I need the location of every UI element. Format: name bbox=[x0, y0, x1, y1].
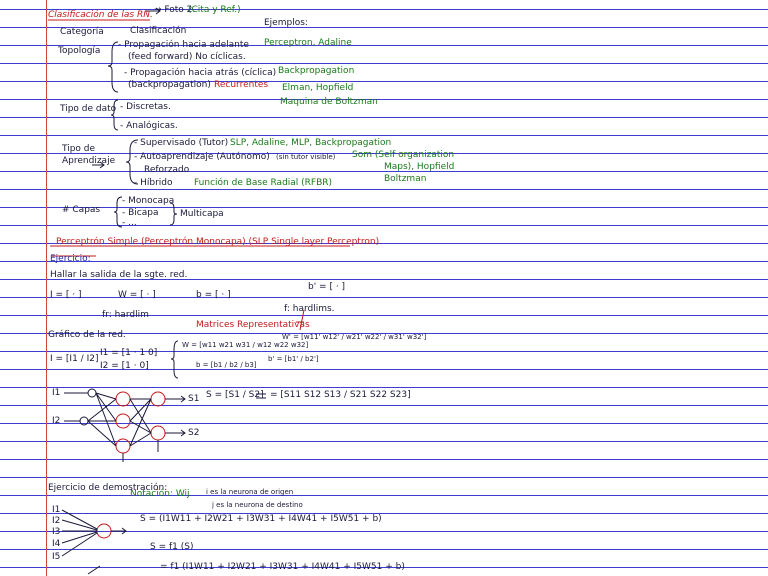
ejercicio-S2: = [S11 S12 S13 / S21 S22 S23] bbox=[270, 390, 411, 400]
demo-eq3: = f1 (I1W11 + I2W21 + I3W31 + I4W41 + I5W51 + b) bbox=[160, 562, 405, 572]
ejercicio-b4: b' = [b1' / b2'] bbox=[268, 355, 319, 363]
page-title: Clasificación de las RN. bbox=[48, 10, 153, 20]
ejercicio-W3: W' = [w11' w12' / w21' w22' / w31' w32'] bbox=[282, 333, 427, 341]
col-clasificacion: Clasificación bbox=[130, 26, 187, 36]
tipo-dato-item2: - Analógicas. bbox=[120, 121, 178, 131]
ejercicio-f2: f: hardlims. bbox=[284, 304, 335, 314]
input-i2: I2 bbox=[52, 416, 61, 426]
capas-label: # Capas bbox=[62, 205, 101, 215]
aprendizaje-item2-ej3: Boltzman bbox=[384, 174, 427, 184]
topologia-ej4: Maquina de Boltzman bbox=[280, 97, 378, 107]
topologia-ej2: Backpropagation bbox=[278, 66, 355, 76]
demo-title: Ejercicio de demostración: bbox=[48, 483, 168, 493]
ejercicio-b: b = [ · ] bbox=[196, 290, 231, 300]
ejercicio-b2: b' = [ · ] bbox=[308, 282, 346, 292]
ejercicio-fr: fr: hardlim bbox=[102, 310, 149, 320]
demo-input-1: I1 bbox=[52, 505, 61, 515]
perceptron-title: Perceptrón Simple (Perceptrón Monocapa) (SLP Single layer Perceptron) bbox=[56, 237, 380, 247]
ejercicio-b3: b = [b1 / b2 / b3] bbox=[196, 361, 257, 369]
topologia-ej3: Elman, Hopfield bbox=[282, 83, 354, 93]
ejercicio-Ivals: I1 = [1 · 1 0] bbox=[100, 348, 158, 358]
demo-eq1: S = (I1W11 + I2W21 + I3W31 + I4W41 + I5W51 + b) bbox=[140, 514, 382, 524]
aprendizaje-label2: Aprendizaje bbox=[62, 156, 116, 166]
ejercicio-statement: Hallar la salida de la sgte. red. bbox=[50, 270, 188, 280]
demo-nota2: j es la neurona de destino bbox=[212, 501, 303, 509]
aprendizaje-item4-ej: Función de Base Radial (RFBR) bbox=[194, 178, 333, 188]
aprendizaje-item3: Reforzado bbox=[144, 165, 190, 175]
demo-input-5: I5 bbox=[52, 552, 61, 562]
aprendizaje-item1: - Supervisado (Tutor) bbox=[134, 138, 229, 148]
ejemplos-label: Ejemplos: bbox=[264, 18, 308, 28]
input-i1: I1 bbox=[52, 388, 61, 398]
foto-reference: → Foto 2. bbox=[154, 5, 196, 15]
aprendizaje-item4: - Híbrido bbox=[134, 178, 173, 188]
col-categoria: Categoría bbox=[60, 27, 104, 37]
ejercicio-I: I = [ · ] bbox=[50, 290, 82, 300]
capas-multicapa: Multicapa bbox=[180, 209, 224, 219]
topologia-ej1: Perceptron, Adaline bbox=[264, 38, 352, 48]
output-s2: S2 bbox=[188, 428, 200, 438]
aprendizaje-item2b: (sin tutor visible) bbox=[276, 153, 336, 161]
ejercicio-title: Ejercicio: bbox=[50, 254, 91, 264]
cita-reference: (Cita y Ref.) bbox=[188, 5, 241, 15]
topologia-item2b: (backpropagation) bbox=[128, 80, 211, 90]
aprendizaje-label1: Tipo de bbox=[62, 144, 96, 154]
aprendizaje-item1-ej: SLP, Adaline, MLP, Backpropagation bbox=[230, 138, 392, 148]
output-s1: S1 bbox=[188, 394, 200, 404]
topologia-item2: - Propagación hacia atrás (cíclica) bbox=[124, 68, 277, 78]
capas-item2: - Bicapa bbox=[122, 208, 159, 218]
ejercicio-Ivals2: I2 = [1 · 0] bbox=[100, 361, 149, 371]
matrices-label: Matrices Representativas bbox=[196, 320, 310, 330]
topologia-item1b: (feed forward) No cíclicas. bbox=[128, 52, 246, 62]
demo-nota1: i es la neurona de origen bbox=[206, 488, 294, 496]
ejercicio-I2: I = [I1 / I2] bbox=[50, 354, 99, 364]
topologia-label: Topología bbox=[58, 46, 101, 56]
demo-notacion: Notación: Wij bbox=[130, 489, 190, 499]
aprendizaje-item2-ej: Som (Self organization bbox=[352, 150, 455, 160]
demo-input-4: I4 bbox=[52, 539, 61, 549]
tipo-dato-item1: - Discretas. bbox=[120, 102, 171, 112]
grafico-label: Gráfico de la red. bbox=[48, 330, 126, 340]
demo-input-2: I2 bbox=[52, 516, 61, 526]
topologia-item1: - Propagación hacia adelante bbox=[118, 40, 249, 50]
capas-item3: - ... bbox=[122, 218, 137, 228]
ejercicio-S1: S = [S1 / S2] bbox=[206, 390, 264, 400]
demo-input-3: I3 bbox=[52, 527, 61, 537]
tipo-dato-label: Tipo de dato bbox=[60, 104, 117, 114]
demo-eq2: S = f1 (S) bbox=[150, 542, 194, 552]
aprendizaje-item2: - Autoaprendizaje (Autónomo) bbox=[134, 152, 270, 162]
aprendizaje-item2-ej2: Maps), Hopfield bbox=[384, 162, 455, 172]
ejercicio-W2: W = [w11 w21 w31 / w12 w22 w32] bbox=[182, 341, 309, 349]
topologia-recurrentes: Recurrentes bbox=[214, 80, 269, 90]
capas-item1: - Monocapa bbox=[122, 196, 175, 206]
ejercicio-W: W = [ · ] bbox=[118, 290, 156, 300]
